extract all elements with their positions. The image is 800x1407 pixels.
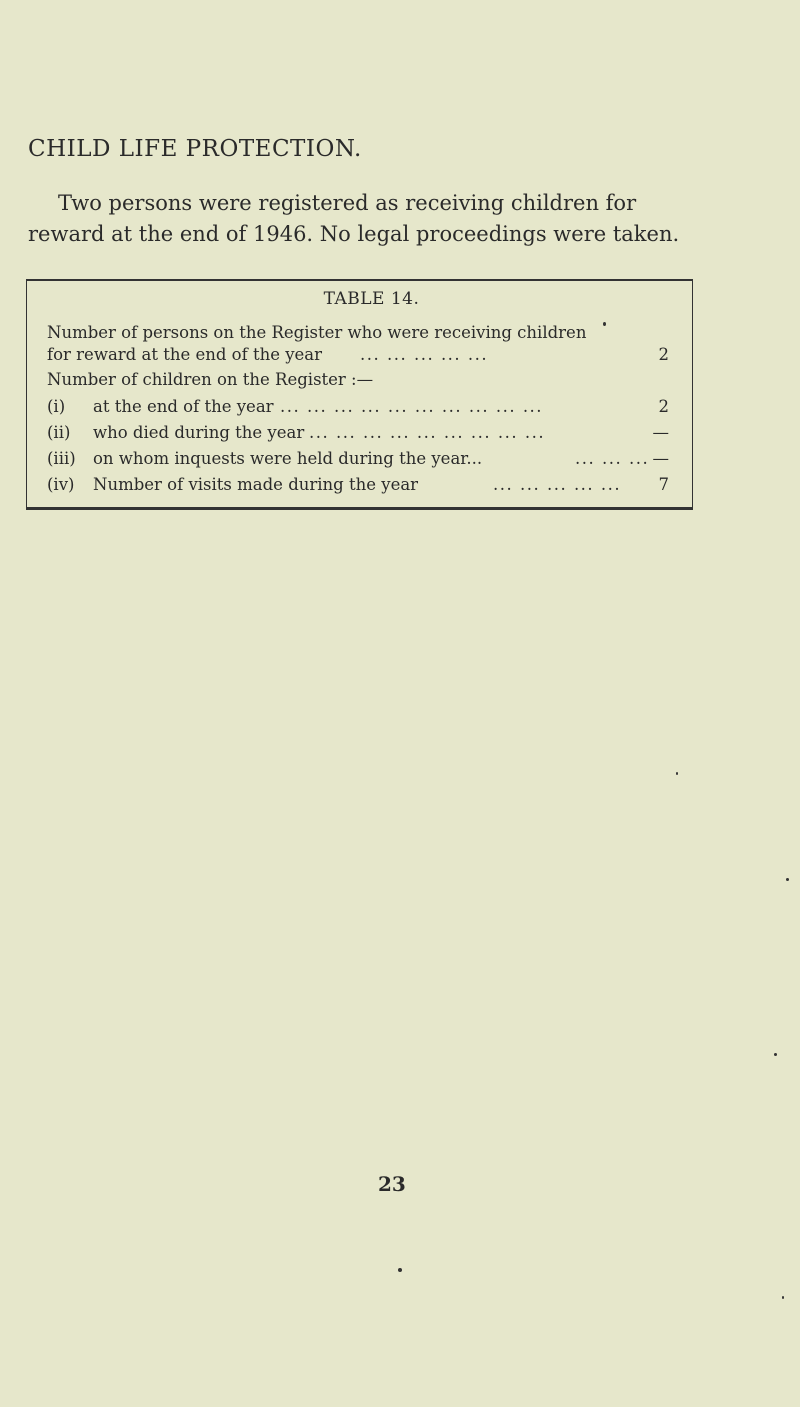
paper-speck (774, 1053, 777, 1056)
paper-speck (398, 1268, 402, 1272)
intro-line-2: reward at the end of 1946. No legal proceedings were taken. (28, 222, 680, 246)
item-value: 2 (658, 397, 669, 416)
intro-line-1: Two persons were registered as receiving children for (58, 191, 637, 215)
table-row (47, 474, 669, 496)
table-title: TABLE 14. (323, 289, 420, 309)
page-heading: CHILD LIFE PROTECTION. (28, 136, 362, 162)
item-value: 7 (658, 475, 669, 494)
item-label: Number of visits made during the year (93, 475, 419, 494)
table-14 (26, 279, 693, 510)
leader-dots: ... ... ... ... ... (360, 345, 489, 364)
item-number: (iii) (47, 449, 76, 468)
leader-dots: ... ... ... ... ... (493, 475, 622, 494)
row-label: Number of persons on the Register who were receiving children (47, 323, 587, 342)
leader-dots: ... ... ... ... ... ... ... ... ... (309, 423, 546, 442)
page-number: 23 (378, 1172, 406, 1196)
item-number: (ii) (47, 423, 71, 442)
intro-paragraph (28, 188, 786, 250)
row-label: Number of children on the Register :— (47, 370, 374, 389)
table-row (47, 322, 669, 344)
table-row (47, 396, 669, 418)
paper-speck (603, 322, 606, 326)
leader-dots: ... ... ... ... ... ... ... ... ... ... (280, 397, 544, 416)
item-label: who died during the year (93, 423, 305, 442)
item-label: on whom inquests were held during the year... (93, 449, 483, 468)
paper-speck (676, 772, 678, 775)
row-label: for reward at the end of the year (47, 345, 323, 364)
row-value: 2 (658, 345, 669, 364)
table-row (47, 344, 669, 366)
item-label: at the end of the year (93, 397, 274, 416)
table-row (47, 448, 669, 470)
paper-speck (782, 1296, 784, 1299)
table-row (47, 422, 669, 444)
item-value: — (652, 449, 669, 468)
item-number: (i) (47, 397, 66, 416)
item-number: (iv) (47, 475, 75, 494)
item-value: — (652, 423, 669, 442)
table-row (47, 369, 669, 391)
paper-speck (786, 878, 789, 881)
leader-dots: ... ... ... (575, 449, 650, 468)
